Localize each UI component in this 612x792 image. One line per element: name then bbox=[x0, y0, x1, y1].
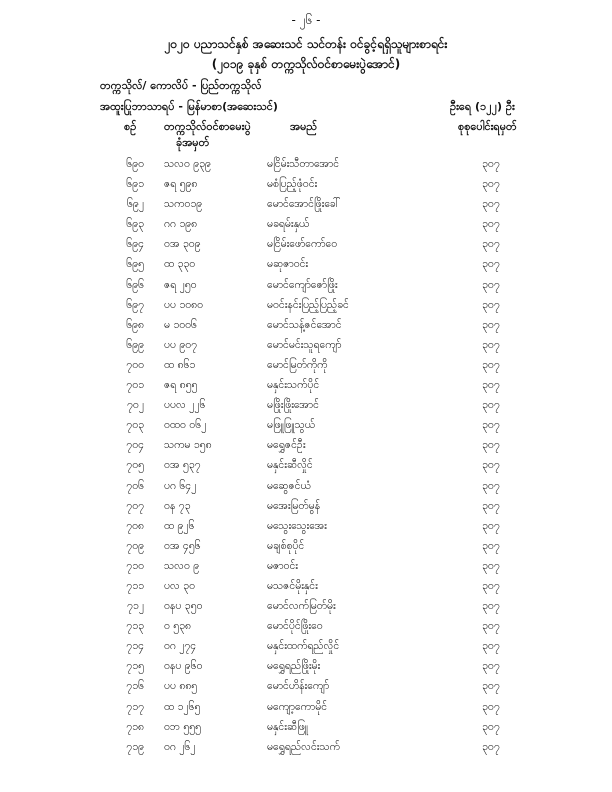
table-row bbox=[0, 439, 612, 459]
header-marks: စုစုပေါင်းရမှတ် bbox=[458, 120, 517, 133]
row-number: ၆၉၃ bbox=[126, 218, 144, 231]
row-number: ၇၁၄ bbox=[126, 640, 144, 653]
student-name: မောင်ကျော်ဇော်ဖြိုး bbox=[267, 278, 338, 291]
total-marks: ၃၀၇ bbox=[482, 318, 500, 331]
header-name: အမည် bbox=[290, 120, 318, 133]
total-marks: ၃၀၇ bbox=[482, 680, 500, 693]
total-marks: ၃၀၇ bbox=[482, 198, 500, 211]
total-marks: ၃၀၇ bbox=[482, 579, 500, 592]
table-row bbox=[0, 158, 612, 178]
total-marks: ၃၀၇ bbox=[482, 640, 500, 653]
table-row bbox=[0, 580, 612, 600]
header-roll: တက္ကသိုလ်ဝင်စာမေးပွဲ bbox=[164, 120, 251, 133]
roll-number: ထ ၈၆၁ bbox=[164, 358, 196, 371]
header-roll-line2: ခုံအမှတ် bbox=[176, 136, 210, 149]
table-row bbox=[0, 258, 612, 278]
student-name: မကျော့ကောမိုင် bbox=[267, 700, 328, 713]
student-name: မနှင်းဆီဖြူ bbox=[267, 720, 308, 733]
student-name: မောင်ဟိန်းကျော် bbox=[267, 680, 330, 693]
row-number: ၇၁၂ bbox=[127, 600, 144, 613]
roll-number: ပပ ၁၀၈၀ bbox=[164, 298, 204, 311]
total-marks: ၃၀၇ bbox=[482, 660, 500, 673]
roll-number: ဝနပ ၉၆၀ bbox=[164, 660, 203, 673]
university-line: တက္ကသိုလ်/ ကောလိပ် - ပြည်တက္ကသိုလ် bbox=[100, 79, 262, 92]
total-marks: ၃၀၇ bbox=[482, 419, 500, 432]
table-row bbox=[0, 459, 612, 479]
document-title: ၂၀၂၀ ပညာသင်နှစ် အဆေးသင် သင်တန်း ဝင်ခွင့်ရရှိသူများစာရင်း bbox=[164, 37, 448, 51]
roll-number: ပပ ၈၈၅ bbox=[164, 680, 198, 693]
student-name: မရွှေရည်ဖြိုးမိုး bbox=[267, 660, 321, 673]
roll-number: ထ ၁၂၆၅ bbox=[164, 700, 201, 713]
student-name: မသဇင်မိုးနှင်း bbox=[267, 579, 318, 592]
table-row bbox=[0, 500, 612, 520]
student-name: မောင်သန့်ဇင်အောင် bbox=[267, 318, 342, 331]
row-number: ၇၀၅ bbox=[126, 459, 144, 472]
student-name: မအေးမြတ်မွန် bbox=[267, 499, 321, 512]
row-number: ၆၉၉ bbox=[126, 338, 144, 351]
roll-number: ထ ၉၂၆ bbox=[164, 519, 195, 532]
table-row bbox=[0, 721, 612, 741]
roll-number: သလ၀ ၉၃၉ bbox=[164, 158, 211, 170]
total-marks: ၃၀၇ bbox=[482, 600, 500, 613]
total-marks: ၃၀၇ bbox=[482, 258, 500, 271]
table-row bbox=[0, 620, 612, 640]
roll-number: ပပလ ၂၂၆ bbox=[164, 399, 206, 412]
roll-number: ဝအ ၄၅၆ bbox=[164, 539, 201, 552]
major-line: အထူးပြုဘာသာရပ် - မြန်မာစာ(အဆေးသင်) bbox=[100, 100, 278, 113]
student-name: မခရမ်းနှယ် bbox=[267, 218, 310, 231]
student-name: မောင်မြတ်ကိုကို bbox=[267, 358, 328, 371]
row-number: ၆၉၂ bbox=[127, 198, 144, 211]
total-marks: ၃၀၇ bbox=[482, 499, 500, 512]
row-number: ၇၀၃ bbox=[126, 419, 144, 432]
row-number: ၆၉၅ bbox=[126, 258, 144, 271]
total-marks: ၃၀၇ bbox=[482, 720, 500, 733]
student-name: မဖြိုးဖြိုးအောင် bbox=[267, 399, 319, 412]
header-no: စဉ် bbox=[124, 120, 137, 133]
table-row bbox=[0, 560, 612, 580]
row-number: ၇၀၆ bbox=[126, 479, 144, 492]
row-number: ၆၉၈ bbox=[126, 318, 144, 331]
student-name: မောင်အောင်ဖြိုးခေါ် bbox=[267, 198, 341, 211]
roll-number: သက၀၁၉ bbox=[164, 198, 203, 211]
student-name: မောင်ပိုင်ဖြိုးဝေ bbox=[267, 620, 323, 633]
total-marks: ၃၀၇ bbox=[482, 399, 500, 412]
roll-number: ဝဂ ၂၆၂ bbox=[164, 740, 196, 753]
table-row bbox=[0, 379, 612, 399]
table-row bbox=[0, 480, 612, 500]
table-row bbox=[0, 339, 612, 359]
total-marks: ၃၀၇ bbox=[482, 519, 500, 532]
table-row bbox=[0, 600, 612, 620]
row-number: ၇၀၄ bbox=[126, 439, 144, 452]
results-table bbox=[0, 158, 612, 761]
roll-number: ဝထ၀ ၀၆၂ bbox=[164, 419, 207, 432]
total-marks: ၃၀၇ bbox=[482, 158, 500, 170]
student-name: မဆုဇာဝင်း bbox=[267, 258, 309, 271]
roll-number: ဝအ ၃၀၉ bbox=[164, 238, 201, 251]
table-row bbox=[0, 198, 612, 218]
table-row bbox=[0, 680, 612, 700]
student-name: မငြိမ်းသီတာအောင် bbox=[267, 158, 340, 170]
total-marks: ၃၀၇ bbox=[482, 479, 500, 492]
row-number: ၇၀၉ bbox=[126, 539, 144, 552]
roll-number: သလ၀ ၉ bbox=[164, 559, 200, 572]
table-row bbox=[0, 741, 612, 761]
total-marks: ၃၀၇ bbox=[482, 278, 500, 291]
total-marks: ၃၀၇ bbox=[482, 379, 500, 392]
table-row bbox=[0, 238, 612, 258]
table-row bbox=[0, 319, 612, 339]
roll-number: ဝအ ၅၃၇ bbox=[164, 459, 201, 472]
table-row bbox=[0, 640, 612, 660]
student-name: မနှင်းထက်ရည်လှိုင် bbox=[267, 640, 340, 653]
total-marks: ၃၀၇ bbox=[482, 539, 500, 552]
student-name: မဖြူဖြူသွယ် bbox=[267, 419, 315, 432]
student-name: မချစ်စုပိုင် bbox=[267, 539, 305, 552]
page-number: - ၂၆ - bbox=[291, 13, 321, 27]
total-marks: ၃၀၇ bbox=[482, 620, 500, 633]
table-row bbox=[0, 218, 612, 238]
row-number: ၇၀၂ bbox=[127, 399, 144, 412]
table-row bbox=[0, 660, 612, 680]
table-row bbox=[0, 399, 612, 419]
student-name: မနှင်းဆီလှိုင် bbox=[267, 459, 313, 472]
total-marks: ၃၀၇ bbox=[482, 459, 500, 472]
total-marks: ၃၀၇ bbox=[482, 439, 500, 452]
total-marks: ၃၀၇ bbox=[482, 178, 500, 191]
roll-number: ဝဂ ၂၇၄ bbox=[164, 640, 197, 653]
total-marks: ၃၀၇ bbox=[482, 740, 500, 753]
row-number: ၆၉၁ bbox=[126, 178, 144, 191]
table-row bbox=[0, 520, 612, 540]
table-row bbox=[0, 419, 612, 439]
roll-number: ဇရ ၂၅၀ bbox=[164, 278, 197, 291]
row-number: ၆၉၄ bbox=[126, 238, 144, 251]
table-row bbox=[0, 299, 612, 319]
student-name: မရွှေရည်လင်းသက် bbox=[267, 740, 340, 753]
table-row bbox=[0, 279, 612, 299]
roll-number: သကမ ၁၅၈ bbox=[164, 439, 212, 452]
total-marks: ၃၀၇ bbox=[482, 358, 500, 371]
row-number: ၇၁၃ bbox=[126, 620, 144, 633]
student-name: မငြိမ်းဖော်ကော်ဝေ bbox=[267, 238, 338, 251]
row-number: ၇၀၇ bbox=[126, 499, 144, 512]
table-row bbox=[0, 701, 612, 721]
row-number: ၇၁၆ bbox=[126, 680, 144, 693]
row-number: ၇၁၁ bbox=[126, 579, 144, 592]
roll-number: ထ ၃၃၀ bbox=[164, 258, 196, 271]
table-row bbox=[0, 178, 612, 198]
row-number: ၇၀၈ bbox=[126, 519, 144, 532]
roll-number: ပဂ ၆၄၂ bbox=[164, 479, 197, 492]
total-marks: ၃၀၇ bbox=[482, 298, 500, 311]
roll-number: မ ၁၀၀၆ bbox=[164, 318, 197, 331]
roll-number: ဝ ၅၃၈ bbox=[164, 620, 192, 633]
row-number: ၇၁၅ bbox=[126, 660, 144, 673]
total-marks: ၃၀၇ bbox=[482, 338, 500, 351]
student-name: မဆွေဇင်ယံ bbox=[267, 479, 311, 492]
roll-number: ဝနပ ၃၅၀ bbox=[164, 600, 203, 613]
count-line: ဦးရေ (၁၂၂) ဦး bbox=[450, 100, 515, 113]
row-number: ၇၁၀ bbox=[126, 559, 144, 572]
roll-number: ဝဘ ၅၅၅ bbox=[164, 720, 202, 733]
student-name: မနှင်းသက်ပိုင် bbox=[267, 379, 320, 392]
student-name: မဝင်းနင်းပြည့်ပြည့်ခင် bbox=[267, 298, 349, 311]
document-subtitle: (၂၀၁၉ ခုနှစ် တက္ကသိုလ်ဝင်စာမေးပွဲအောင်) bbox=[211, 57, 401, 71]
roll-number: ဂဂ ၁၉၈ bbox=[164, 218, 198, 231]
student-name: မသွေးသွေးအေး bbox=[267, 519, 327, 532]
student-name: မစံပြည့်ဖုံဝင်း bbox=[267, 178, 318, 191]
student-name: မောင်လက်မြတ်မိုး bbox=[267, 600, 336, 613]
row-number: ၇၀၁ bbox=[126, 379, 144, 392]
roll-number: ပပ ၉၀၇ bbox=[164, 338, 198, 351]
student-name: မောင်မင်းသူရကျော် bbox=[267, 338, 342, 351]
roll-number: ဇရ ၈၅၅ bbox=[164, 379, 198, 392]
roll-number: ဝန ၇၃ bbox=[164, 499, 191, 512]
student-name: မရွှေဇင်ဦး bbox=[267, 439, 306, 452]
total-marks: ၃၀၇ bbox=[482, 218, 500, 231]
row-number: ၇၁၇ bbox=[126, 700, 144, 713]
roll-number: ပလ ၃၀ bbox=[164, 579, 195, 592]
row-number: ၇၀၀ bbox=[126, 358, 144, 371]
row-number: ၆၉၀ bbox=[126, 158, 144, 170]
total-marks: ၃၀၇ bbox=[482, 559, 500, 572]
table-row bbox=[0, 540, 612, 560]
row-number: ၆၉၇ bbox=[126, 298, 144, 311]
total-marks: ၃၀၇ bbox=[482, 700, 500, 713]
row-number: ၆၉၆ bbox=[126, 278, 144, 291]
total-marks: ၃၀၇ bbox=[482, 238, 500, 251]
roll-number: ဇရ ၅၉၈ bbox=[164, 178, 198, 191]
row-number: ၇၁၉ bbox=[126, 740, 144, 753]
row-number: ၇၁၈ bbox=[126, 720, 144, 733]
student-name: မဇာဝင်း bbox=[267, 559, 298, 572]
table-row bbox=[0, 359, 612, 379]
